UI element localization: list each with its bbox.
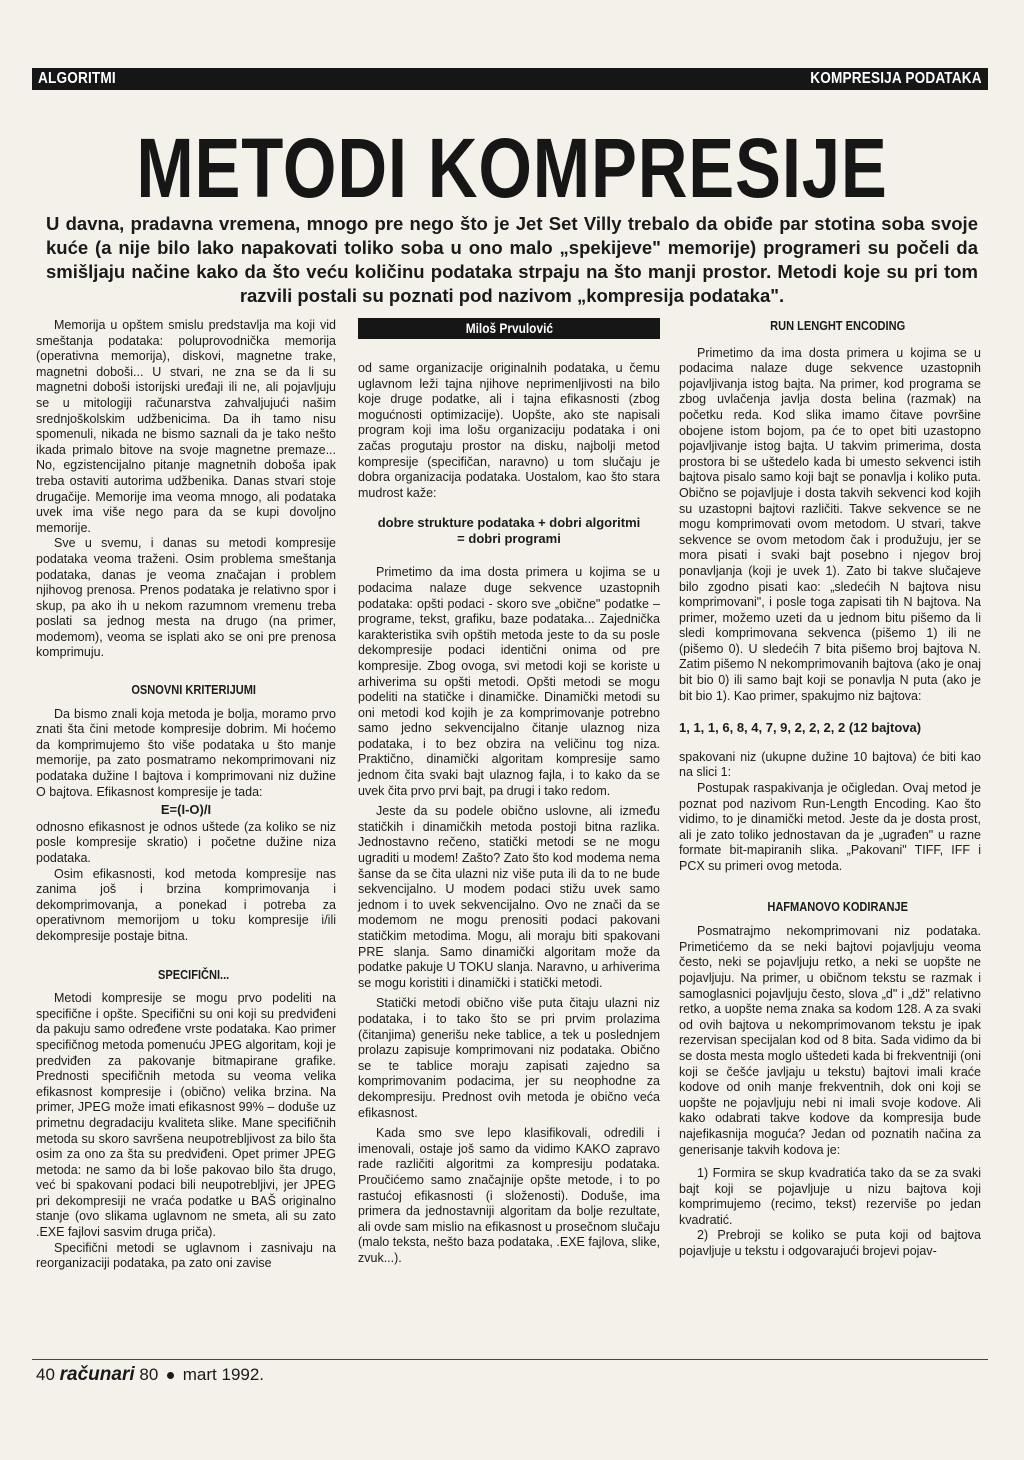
paragraph: Jeste da su podele obično uslovne, ali između statičkih i dinamičkih metoda postoji bitna razlika. Jednostavno rečeno, statički metodi se ne mogu ugraditi u modem! Zašto? Zato što kod modema nema šanse da se čita ulazni niz više puta ili da to ne bude sekvencijalno. U modem podaci stižu uvek samo jednom i to uvek sekvencijalno. Ovo ne znači da se modemom ne mogu prenositi podaci pakovani statičkim metodima. Mogu, ali moraju biti spakovani PRE slanja. Samo dinamički algoritam može da podatke pakuje U TOKU slanja. Naravno, u arhiverima se mogu koristiti i dinamički i statički metodi. (358, 804, 660, 990)
section-label: ALGORITMI (38, 70, 116, 87)
bullet-icon (167, 1372, 174, 1379)
section-heading: HAFMANOVO KODIRANJE (767, 898, 908, 914)
footer-rule (32, 1359, 988, 1360)
page-number: 40 (36, 1365, 55, 1384)
section-heading: OSNOVNI KRITERIJUMI (131, 682, 256, 698)
byte-sequence: 1, 1, 1, 6, 8, 4, 7, 9, 2, 2, 2, 2 (12 bajtova) (679, 720, 922, 736)
paragraph: Sve u svemu, i danas su metodi kompresije podataka veoma traženi. Osim problema smeštanja podataka, danas je veoma značajan i problem njihovog prenosa. Prenos podataka je relativno spor i skup, pa ako ih u nekom razumnom vremenu treba poslati sa jednog mesta na drugo (na primer, modemom), veoma se isplati ako se oni pre prenosa komprimuju. (36, 536, 336, 660)
column-3 (679, 318, 981, 1260)
column-2 (358, 318, 660, 1266)
paragraph: 1) Formira se skup kvadratića tako da se za svaki bajt koji se pojavljuje u nizu bajtova koji komprimujemo (recimo, tekst) rezerviše po jedan kvadratić. (679, 1166, 981, 1227)
paragraph: Statički metodi obično više puta čitaju ulazni niz podataka, i to tako što se pri prvim prolazima (čitanjima) generišu neke tablice, a tek u poslednjem prolazu zapisuje komprimovani niz podataka. Obično se te tablice moraju zapisati zajedno sa komprimovanim podacima, jer su neophodne za dekompresiju. Prednost ovih metoda je obično veća efikasnost. (358, 996, 660, 1120)
author-byline: Miloš Prvulović (358, 318, 660, 339)
paragraph: spakovani niz (ukupne dužine 10 bajtova) će biti kao na slici 1: (679, 749, 981, 780)
magazine-name: računari (59, 1364, 135, 1385)
paragraph: od same organizacije originalnih podataka, u čemu uglavnom leži tajna njihove neprimenljivosti na bilo koje druge podatke, ali i tajna efikasnosti (zbog mogućnosti optimizacije). Uopšte, ako ste napisali program koji ima lošu organizaciju podataka i oni začas progutaju prostor na disku, najbolji metod kompresije (specifičan, naravno) u tom slučaju je dobra organizacija podataka. Uostalom, kao što stara mudrost kaže: (358, 361, 660, 500)
section-heading: SPECIFIČNI... (158, 966, 230, 982)
efficiency-formula: E=(I-O)/I (160, 802, 212, 818)
topic-label: KOMPRESIJA PODATAKA (810, 70, 982, 87)
section-banner (32, 68, 988, 90)
column-1 (36, 318, 336, 1272)
paragraph: Postupak raspakivanja je očigledan. Ovaj metod je poznat pod nazivom Run-Length Encoding. Kao što vidimo, to je dinamički metod. Jeste da je dosta prost, ali je zato toliko jednostavan da je „ugrađen" u razne formate bit-mapiranih slika. „Pakovani" TIFF, IFF i PCX su primeri ovog metoda. (679, 781, 981, 873)
paragraph: Specifični metodi se uglavnom i zasnivaju na reorganizaciji podataka, pa zato oni zavise (36, 1240, 336, 1271)
paragraph: Posmatrajmo nekomprimovani niz podataka. Primetićemo da se neki bajtovi pojavljuju veoma često, neki se pojavljuju retko, a neki se uopšte ne pojavljuju. Na primer, u običnom tekstu se razmak i samoglasnici pojavljuju često, slova „d" i „dž" relativno retko, a uopšte nema znaka sa kodom 128. A za svaki od ovih bajtova u nekomprimovanom tekstu je ipak rezervisan specijalan kod od 8 bita. Sada vidimo da bi se dosta mesta moglo uštedeti kada bi frekventniji (oni koji se češće javljaju u tekstu) bajtovi imali kraće kodove od onih manje frekventnih, dok oni koji se uopšte ne pojavljuju nebi ni imali svoje kodove. Ali kako odabrati takve kodove da kompresija bude najefikasnija moguća? Jedan od poznatih načina za generisanje takvih kodova je: (679, 924, 981, 1157)
section-heading: RUN LENGHT ENCODING (770, 318, 906, 333)
paragraph: Primetimo da ima dosta primera u kojima se u podacima nalaze duge sekvence uzastopnih podataka: opšti podaci - skoro sve „obične" podatke – programe, tekst, grafiku, baze podataka... Zajednička karakteristika svih opštih metoda jeste to da su posle dekompresije podaci identični onima od pre kompresije. Zbog ovoga, svi metodi koji se koriste u arhiverima su opšti metodi. Opšti metodi se mogu podeliti na statičke i dinamičke. Dinamički metodi su oni metodi kod kojih je za komprimovanje potrebno samo jedno sekvencijalno čitanje ulaznog niza podataka, i to bez obzira na veličinu tog niza. Praktično, dinamički algoritam kompresije samo jednom čita svaki bajt ulaznog fajla, i to kako da se uvek čita prvo prvi bajt, pa drugi i tako redom. (358, 565, 660, 798)
motto-line: dobre strukture podataka + dobri algoritmi (377, 515, 641, 531)
article-title: METODI KOMPRESIJE (136, 121, 888, 215)
motto-line: = dobri programi (457, 531, 561, 547)
paragraph: Metodi kompresije se mogu prvo podeliti na specifične i opšte. Specifični su oni koji su predviđeni da pakuju samo određene vrste podataka. Kao primer specifičnog metoda pomenuću JPEG algoritam, koji je predviđen za pakovanje bitmapirane grafike. Prednosti specifičnih metoda su veoma velika efikasnost kompresije i (obično) velika brzina. Na primer, JPEG može imati efikasnost 99% – doduše uz primetnu degradaciju kvaliteta slike. Mane specifičnih metoda su skoro savršena neupotrebljivost za bilo šta osim za ono za šta su predviđeni. Opet primer JPEG metoda: ne samo da bi loše pakovao bilo šta drugo, već bi spakovani podaci bili neupotrebljivi, jer JPEG pri dekompresiji ne vraća podatke u BAŠ originalno stanje (ovo slikama uglavnom ne smeta, ali su zato .EXE fajlovi sasvim druga priča). (36, 991, 336, 1240)
paragraph: 2) Prebroji se koliko se puta koji od bajtova pojavljuje u tekstu i odgovarajući brojevi pojav- (679, 1228, 981, 1259)
paragraph: Memorija u opštem smislu predstavlja ma koji vid smeštanja podataka: poluprovodnička memorija (operativna memorija), diskovi, magnetne trake, magnetni doboši... U stvari, ne zna se da li su magnetni doboši istorijski uređaji ili ne, ali pojavljuju se u mitologiji računarstva zahvaljujući našim srednjoškolskim udžbenicima. Da ih tamo nisu spomenuli, nikada ne bismo saznali da je tako nešto ikada primalo bitove na svoje magnetne premaze... No, egzistencijalno pitanje magnetnih doboša ipak treba ostaviti autorima udžbenika. Danas stvari stoje drugačije. Memorije ima veoma mnogo, ali podataka uvek ima više nego para da se kupi dovoljno memorije. (36, 318, 336, 535)
article-lead: U davna, pradavna vremena, mnogo pre nego što je Jet Set Villy trebalo da obiđe par stotina soba svoje kuće (a nije bilo lako napakovati toliko soba u ono malo „spekijeve" memorije) programeri su počeli da smišljaju načine kako da što veću količinu podataka strpaju na što manji prostor. Metodi koje su pri tom razvili postali su poznati pod nazivom „kompresija podataka". (46, 213, 978, 306)
paragraph: odnosno efikasnost je odnos uštede (za koliko se niz posle kompresije skratio) i početne dužine niza podataka. (36, 819, 336, 865)
paragraph: Da bismo znali koja metoda je bolja, moramo prvo znati šta čini metode kompresije dobrim. Mi hoćemo da komprimujemo što više podataka u što manje memorije, pa zato posmatramo nekomprimovani niz podataka dužine I bajtova i komprimovani niz dužine O bajtova. Efikasnost kompresije je tada: (36, 706, 336, 799)
page-footer (36, 1364, 264, 1386)
issue-date: mart 1992. (182, 1365, 265, 1384)
paragraph: Primetimo da ima dosta primera u kojima se u podacima nalaze duge sekvence uzastopnih pojavljivanja istog bajta. Na primer, kod programa se zbog uvlačenja javlja dosta belina (razmak) na početku reda. Kod slika imamo čitave površine obojene istom bojom, pa će to opet biti uzastopno pojavljivanje istog bajta. U takvim primerima, dosta prostora bi se uštedelo kada bi umesto sekvenci istih bajtova pisalo samo koji bajt se ponavlja i koliko puta. Obično se pojavljuje i dosta takvih sekvenci kod kojih su uzastopni bajtovi različiti. Takve sekvence se ne mogu komprimovati ovom metodom. U stvari, takve sekvence se ovom metodom čak i produžuju, jer se mora pisati i svaki bajt posebno i njegov broj ponavljanja (koji je uvek 1). Zato bi takve slučajeve bilo zgodno pisati kao: „sledećih N bajtova nisu komprimovani", i posle toga zapisati tih N bajtova. Na primer, možemo uzeti da u jednom bitu pišemo da li sledi komprimovana sekvenca (pišemo 1) ili ne (pišemo 0). U sledećih 7 bita pišemo broj bajtova N. Zatim pišemo N nekomprimovanih bajtova (ako je onaj bit bio 0) ili samo bajt koji se ponavlja N puta (ako je bit bio 1). Kao primer, spakujmo niz bajtova: (679, 345, 981, 703)
paragraph: Osim efikasnosti, kod metoda kompresije nas zanima još i brzina komprimovanja i dekomprimovanja, a ponekad i potreba za operativnom memorijom u toku kompresije i/ili dekompresije postaje bitna. (36, 866, 336, 943)
issue-number: 80 (139, 1365, 159, 1384)
paragraph: Kada smo sve lepo klasifikovali, odredili i imenovali, ostaje još samo da vidimo KAKO zapravo rade različiti algoritmi za kompresiju podataka. Proučićemo samo značajnije opšte metode, i to po rastućoj efikasnosti (i složenosti). Doduše, ima primera da jednostavniji algoritam da bolje rezultate, ali ovde sam mislio na efikasnost u prosečnom slučaju (malo teksta, nešto baza podataka, .EXE fajlova, slike, zvuk...). (358, 1126, 660, 1265)
